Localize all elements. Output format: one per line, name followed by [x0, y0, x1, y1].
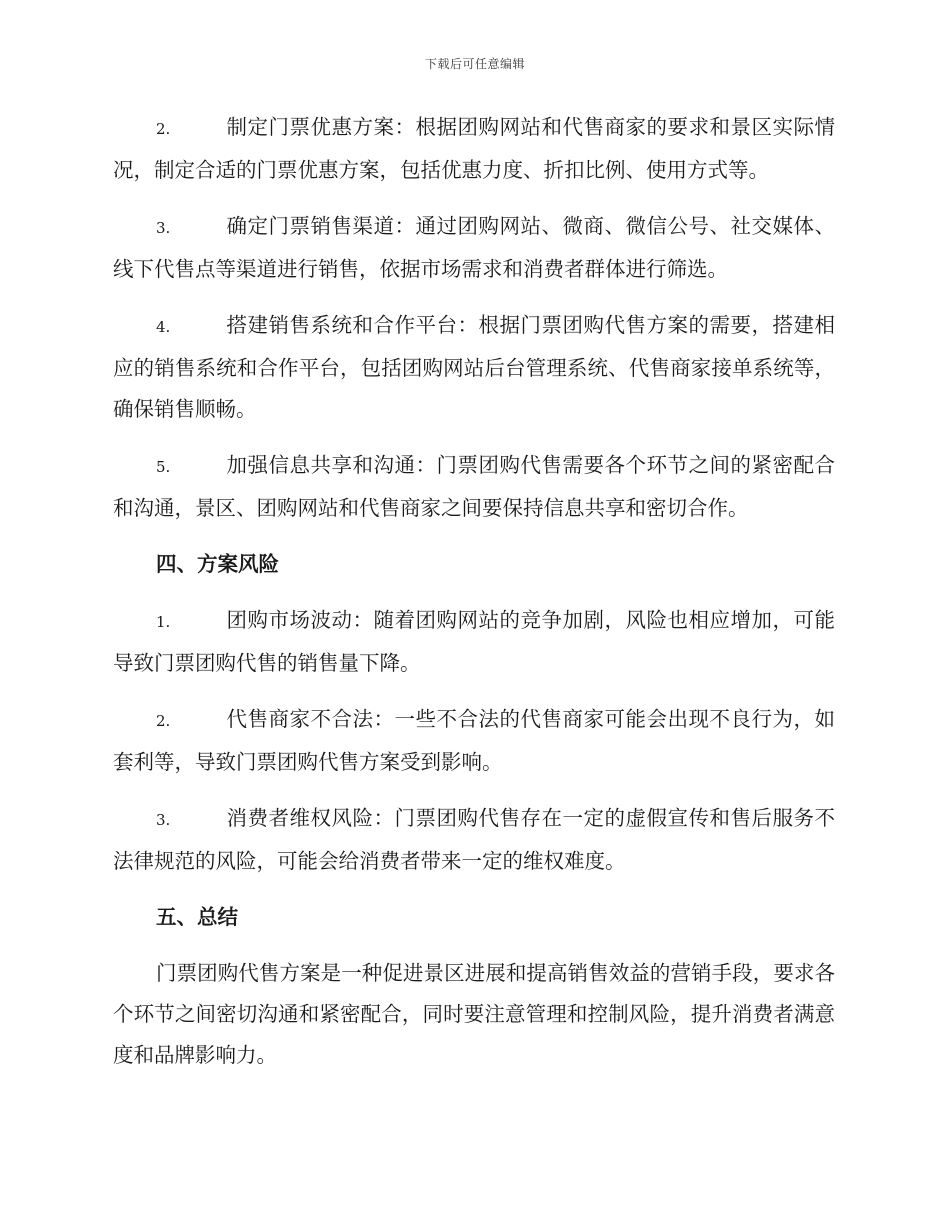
list-item: [113, 445, 835, 529]
list-item: [113, 600, 835, 684]
item-number: 3.: [156, 219, 171, 237]
list-item: [113, 798, 835, 882]
item-text: 消费者维权风险：门票团购代售存在一定的虚假宣传和售后服务不法律规范的风险，可能会给消费者带来一定的维权难度。: [113, 806, 835, 873]
item-text: 搭建销售系统和合作平台：根据门票团购代售方案的需要，搭建相应的销售系统和合作平台，包括团购网站后台管理系统、代售商家接单系统等，确保销售顺畅。: [113, 313, 835, 421]
list-item: [113, 107, 835, 191]
list-item: [113, 699, 835, 783]
item-text: 代售商家不合法：一些不合法的代售商家可能会出现不良行为，如套利等，导致门票团购代售方案受到影响。: [113, 707, 835, 774]
item-number: 1.: [156, 613, 171, 631]
list-item: [113, 305, 835, 430]
item-text: 制定门票优惠方案：根据团购网站和代售商家的要求和景区实际情况，制定合适的门票优惠方案，包括优惠力度、折扣比例、使用方式等。: [113, 115, 835, 182]
item-text: 团购市场波动：随着团购网站的竞争加剧，风险也相应增加，可能导致门票团购代售的销售量下降。: [113, 608, 835, 675]
item-number: 5.: [156, 458, 171, 476]
section-heading-summary: 五、总结: [156, 905, 238, 929]
item-number: 4.: [156, 318, 171, 336]
list-item: [113, 206, 835, 290]
item-number: 2.: [156, 120, 171, 138]
item-text: 确定门票销售渠道：通过团购网站、微商、微信公号、社交媒体、线下代售点等渠道进行销售，依据市场需求和消费者群体进行筛选。: [113, 214, 835, 281]
summary-paragraph: 门票团购代售方案是一种促进景区进展和提高销售效益的营销手段，要求各个环节之间密切沟通和紧密配合，同时要注意管理和控制风险，提升消费者满意度和品牌影响力。: [113, 961, 835, 1067]
item-text: 加强信息共享和沟通：门票团购代售需要各个环节之间的紧密配合和沟通，景区、团购网站和代售商家之间要保持信息共享和密切合作。: [113, 453, 835, 520]
item-number: 2.: [156, 712, 171, 730]
document-body: [113, 107, 835, 1076]
item-number: 3.: [156, 811, 171, 829]
section-heading-risks: 四、方案风险: [156, 552, 279, 576]
page-header: 下载后可任意编辑: [424, 57, 525, 71]
